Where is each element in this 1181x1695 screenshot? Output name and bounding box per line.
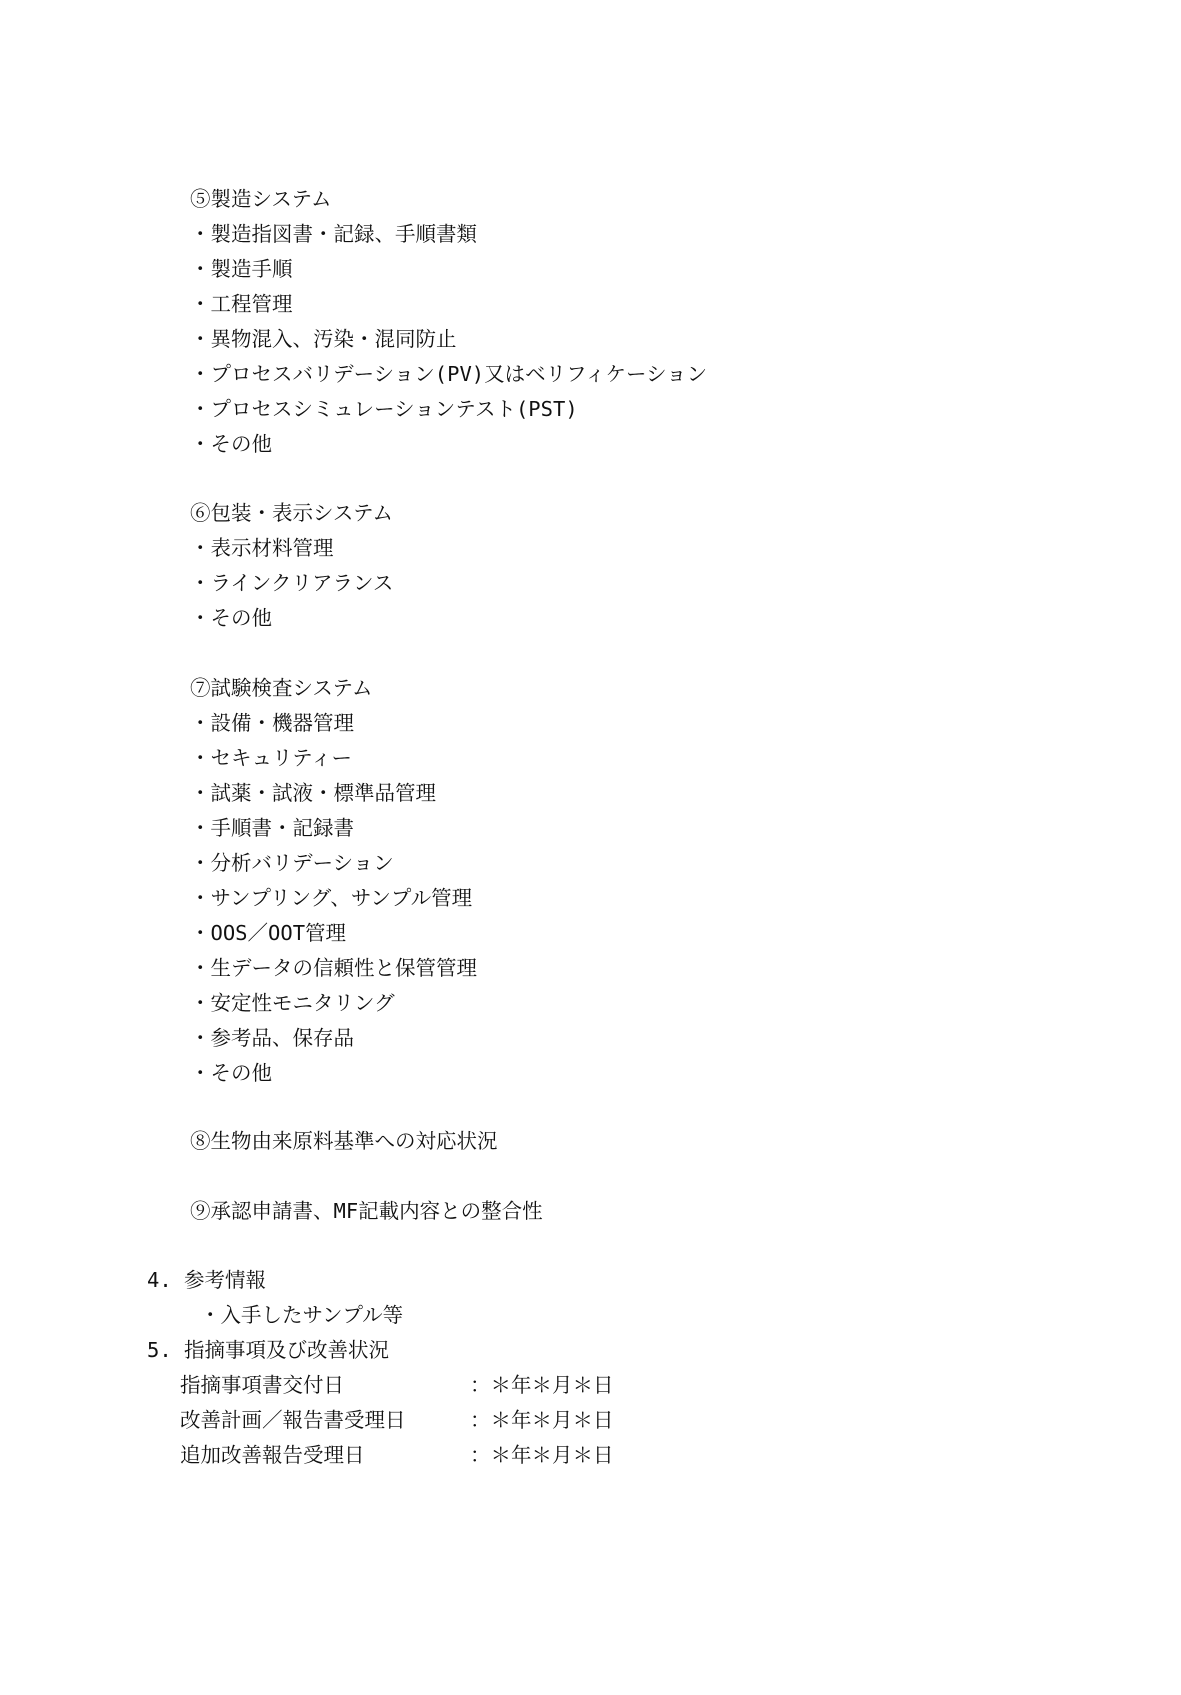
date-row-label: 指摘事項書交付日 bbox=[180, 1373, 344, 1397]
list-item: ・サンプリング、サンプル管理 bbox=[190, 886, 473, 910]
list-item: ・工程管理 bbox=[190, 292, 293, 316]
list-item: ・ラインクリアランス bbox=[190, 571, 394, 595]
section-findings-improvement bbox=[0, 1333, 614, 1473]
section-biological-materials bbox=[0, 1124, 498, 1159]
section-testing-inspection-system bbox=[0, 671, 477, 1091]
list-item: ・生データの信頼性と保管管理 bbox=[190, 956, 477, 980]
list-item: ・プロセスバリデーション(PV)又はベリフィケーション bbox=[190, 362, 708, 386]
date-row-label: 改善計画／報告書受理日 bbox=[180, 1408, 406, 1432]
list-item: ・その他 bbox=[190, 432, 272, 456]
list-item: ・入手したサンプル等 bbox=[200, 1303, 404, 1327]
date-row-value: ：＊年＊月＊日 bbox=[470, 1408, 614, 1432]
date-row-value: ：＊年＊月＊日 bbox=[470, 1443, 614, 1467]
list-item: ・製造指図書・記録、手順書類 bbox=[190, 222, 477, 246]
list-item: ・製造手順 bbox=[190, 257, 293, 281]
numbered-heading: 4. 参考情報 bbox=[147, 1268, 267, 1292]
section-heading: ⑨承認申請書、MF記載内容との整合性 bbox=[190, 1199, 543, 1223]
list-item: ・その他 bbox=[190, 1061, 272, 1085]
section-heading: ⑧生物由来原料基準への対応状況 bbox=[190, 1129, 498, 1153]
list-item: ・参考品、保存品 bbox=[190, 1026, 354, 1050]
date-row bbox=[0, 1438, 614, 1473]
list-item: ・設備・機器管理 bbox=[190, 711, 354, 735]
list-item: ・プロセスシミュレーションテスト(PST) bbox=[190, 397, 578, 421]
date-row-value: ：＊年＊月＊日 bbox=[470, 1373, 614, 1397]
list-item: ・セキュリティー bbox=[190, 746, 352, 770]
section-manufacturing-system bbox=[0, 182, 707, 462]
section-heading: ⑦試験検査システム bbox=[190, 676, 373, 700]
date-row bbox=[0, 1368, 614, 1403]
list-item: ・その他 bbox=[190, 606, 272, 630]
list-item: ・表示材料管理 bbox=[190, 536, 334, 560]
list-item: ・試薬・試液・標準品管理 bbox=[190, 781, 436, 805]
numbered-heading: 5. 指摘事項及び改善状況 bbox=[147, 1338, 390, 1362]
section-heading: ⑤製造システム bbox=[190, 187, 332, 211]
list-item: ・OOS／OOT管理 bbox=[190, 921, 347, 945]
section-consistency-with-application bbox=[0, 1194, 543, 1229]
list-item: ・分析バリデーション bbox=[190, 851, 394, 875]
list-item: ・手順書・記録書 bbox=[190, 816, 354, 840]
section-packaging-labeling-system bbox=[0, 496, 393, 636]
date-row bbox=[0, 1403, 614, 1438]
list-item: ・安定性モニタリング bbox=[190, 991, 395, 1015]
section-heading: ⑥包装・表示システム bbox=[190, 501, 393, 525]
list-item: ・異物混入、汚染・混同防止 bbox=[190, 327, 457, 351]
section-reference-info bbox=[0, 1263, 403, 1333]
date-row-label: 追加改善報告受理日 bbox=[180, 1443, 365, 1467]
